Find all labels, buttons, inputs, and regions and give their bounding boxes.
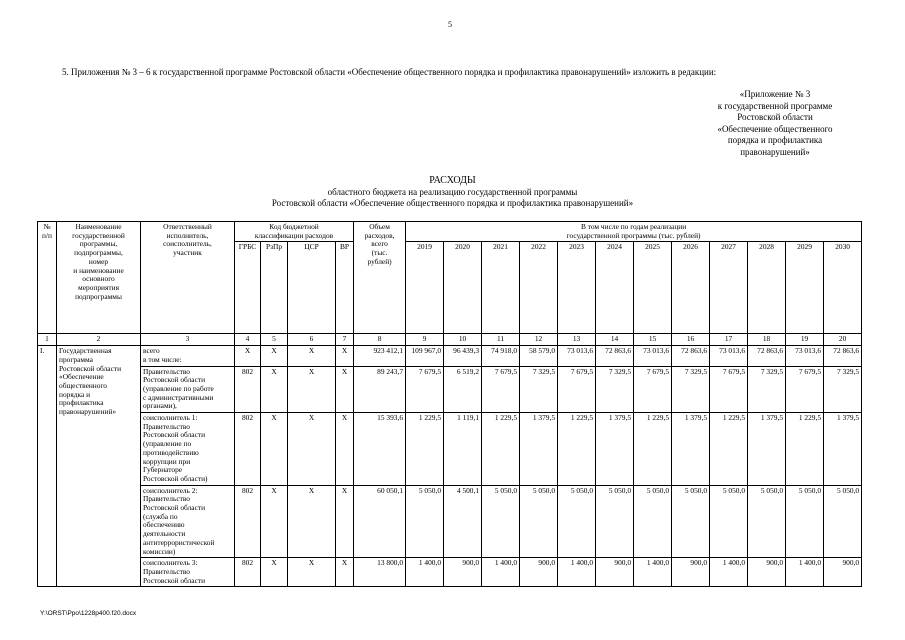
column-number: 7 <box>336 334 354 346</box>
year-value-cell: 1 379,5 <box>672 413 710 486</box>
program-name-line: общественного <box>59 380 107 390</box>
program-name-line: Государственная <box>59 346 112 356</box>
total-cell: 13 800,0 <box>354 558 406 587</box>
grbs-cell: X <box>235 346 261 366</box>
year-value-cell: 1 379,5 <box>596 413 634 486</box>
rzpr-cell: X <box>261 366 288 413</box>
executor-cell-line: всего <box>143 346 160 356</box>
header-code: ГРБС <box>235 242 261 334</box>
year-value-cell: 1 379,5 <box>824 413 862 486</box>
year-value-cell: 73 013,6 <box>786 346 824 366</box>
executor-cell-line: коррупции при <box>143 456 191 466</box>
year-value-cell: 5 050,0 <box>710 485 748 558</box>
year-value-cell: 5 050,0 <box>558 485 596 558</box>
column-number: 4 <box>235 334 261 346</box>
total-cell: 89 243,7 <box>354 366 406 413</box>
executor-cell-line: (управление по <box>143 439 192 449</box>
header-year: 2025 <box>634 242 672 334</box>
year-value-cell: 5 050,0 <box>406 485 444 558</box>
executor-cell <box>141 346 235 366</box>
year-value-cell: 1 229,5 <box>634 413 672 486</box>
header-name-line: программы, <box>79 239 118 249</box>
csr-cell: X <box>288 485 336 558</box>
column-number: 19 <box>786 334 824 346</box>
column-number: 1 <box>38 334 57 346</box>
year-value-cell: 96 439,3 <box>444 346 482 366</box>
table-row <box>38 558 862 587</box>
header-volume-line: рублей) <box>367 256 392 266</box>
table-row <box>38 485 862 558</box>
appendix-note <box>700 89 850 158</box>
year-value-cell: 58 579,0 <box>520 346 558 366</box>
year-value-cell: 72 863,6 <box>596 346 634 366</box>
year-value-cell: 1 400,0 <box>634 558 672 587</box>
vr-cell: X <box>336 346 354 366</box>
table-row <box>38 366 862 413</box>
header-volume <box>354 222 406 334</box>
rzpr-cell: X <box>261 558 288 587</box>
executor-cell-line: антитеррористической <box>143 537 215 547</box>
header-year: 2024 <box>596 242 634 334</box>
title-line: Ростовской области «Обеспечение общественного порядка и профилактика правонарушений» <box>271 198 634 208</box>
column-numbers-row <box>38 334 862 346</box>
year-value-cell: 5 050,0 <box>596 485 634 558</box>
grbs-cell: 802 <box>235 366 261 413</box>
table-row <box>38 346 862 366</box>
column-number: 14 <box>596 334 634 346</box>
header-code-group-line: классификации расходов <box>254 230 334 240</box>
column-number: 12 <box>520 334 558 346</box>
header-year: 2022 <box>520 242 558 334</box>
year-value-cell: 1 229,5 <box>406 413 444 486</box>
rzpr-cell: X <box>261 485 288 558</box>
header-executor-line: исполнитель, <box>166 230 209 240</box>
year-value-cell: 1 119,1 <box>444 413 482 486</box>
header-name-line: мероприятия <box>78 282 119 292</box>
year-value-cell: 1 229,5 <box>558 413 596 486</box>
program-name-line: Ростовской области <box>59 363 122 373</box>
header-name-line: номер <box>88 256 109 266</box>
year-value-cell: 1 229,5 <box>482 413 520 486</box>
year-value-cell: 5 050,0 <box>786 485 824 558</box>
page-number: 5 <box>448 20 452 29</box>
vr-cell: X <box>336 413 354 486</box>
header-code: РзПр <box>261 242 288 334</box>
executor-cell-line: органами), <box>143 401 177 411</box>
vr-cell: X <box>336 558 354 587</box>
year-value-cell: 72 863,6 <box>748 346 786 366</box>
header-year: 2030 <box>824 242 862 334</box>
header-code: ВР <box>336 242 354 334</box>
executor-cell-line: комиссии) <box>143 546 176 556</box>
program-name <box>57 346 141 587</box>
title-line: РАСХОДЫ <box>429 175 476 186</box>
year-value-cell: 7 329,5 <box>596 366 634 413</box>
executor-cell-line: (служба по <box>143 511 178 521</box>
year-value-cell: 7 679,5 <box>710 366 748 413</box>
appendix-line: порядка и профилактика <box>727 135 823 145</box>
table-header-row <box>38 222 862 242</box>
year-value-cell: 73 013,6 <box>634 346 672 366</box>
column-number: 3 <box>141 334 235 346</box>
year-value-cell: 7 329,5 <box>672 366 710 413</box>
program-name-line: «Обеспечение <box>59 372 104 382</box>
header-volume-line: Объем <box>369 222 390 231</box>
grbs-cell: 802 <box>235 558 261 587</box>
program-name-line: порядка и <box>59 389 91 399</box>
appendix-line: к государственной программе <box>717 100 833 111</box>
year-value-cell: 5 050,0 <box>634 485 672 558</box>
total-cell: 60 050,1 <box>354 485 406 558</box>
header-code-group <box>235 222 354 242</box>
file-path-footer: Y:\ORST\Ppo\1228p400.f20.docx <box>40 610 137 617</box>
year-value-cell: 5 050,0 <box>672 485 710 558</box>
header-year: 2019 <box>406 242 444 334</box>
year-value-cell: 1 400,0 <box>482 558 520 587</box>
year-value-cell: 7 329,5 <box>520 366 558 413</box>
column-number: 17 <box>710 334 748 346</box>
column-number: 13 <box>558 334 596 346</box>
executor-cell-line: Ростовской области <box>143 575 206 585</box>
year-value-cell: 7 679,5 <box>786 366 824 413</box>
year-value-cell: 900,0 <box>748 558 786 587</box>
header-name-line: подпрограммы <box>75 291 122 301</box>
column-number: 11 <box>482 334 520 346</box>
year-value-cell: 900,0 <box>444 558 482 587</box>
header-name-line: Наименование <box>75 222 122 231</box>
program-name-line: программа <box>59 354 93 364</box>
header-num-line: № <box>43 222 51 231</box>
executor-cell-line: Ростовской области <box>143 430 206 440</box>
year-value-cell: 5 050,0 <box>824 485 862 558</box>
year-value-cell: 7 679,5 <box>482 366 520 413</box>
header-name-line: основного <box>82 274 115 284</box>
executor-cell-line: с административными <box>143 392 214 402</box>
header-year: 2021 <box>482 242 520 334</box>
year-value-cell: 6 519,2 <box>444 366 482 413</box>
year-value-cell: 7 329,5 <box>824 366 862 413</box>
executor-cell-line: Правительство <box>143 366 190 376</box>
executor-cell-line: Ростовской области <box>143 375 206 385</box>
header-volume-line: всего <box>371 239 388 249</box>
column-number: 8 <box>354 334 406 346</box>
title-line: областного бюджета на реализацию государственной программы <box>327 187 578 197</box>
header-years-group-line: государственной программы (тыс. рублей) <box>566 230 701 240</box>
appendix-line: «Обеспечение общественного <box>717 123 833 134</box>
year-value-cell: 900,0 <box>824 558 862 587</box>
header-year: 2020 <box>444 242 482 334</box>
executor-cell-line: обеспечению <box>143 520 185 530</box>
total-cell: 15 393,6 <box>354 413 406 486</box>
lead-paragraph: 5. Приложения № 3 – 6 к государственной программе Ростовской области «Обеспечение общественного порядка и профилактика правонарушений» изложить в редакции: <box>62 67 717 77</box>
executor-cell-line: противодействию <box>143 447 199 457</box>
executor-cell-line: соисполнитель 2: <box>143 485 198 495</box>
year-value-cell: 72 863,6 <box>824 346 862 366</box>
program-name-line: профилактика <box>59 398 104 408</box>
header-years-group-line: В том числе по годам реализации <box>580 222 687 231</box>
year-value-cell: 1 229,5 <box>786 413 824 486</box>
executor-cell-line: соисполнитель 1: <box>143 413 198 423</box>
rzpr-cell: X <box>261 413 288 486</box>
header-executor-line: участник <box>173 248 202 258</box>
year-value-cell: 7 679,5 <box>558 366 596 413</box>
year-value-cell: 900,0 <box>672 558 710 587</box>
header-executor-line: соисполнитель, <box>163 239 212 249</box>
year-value-cell: 7 329,5 <box>748 366 786 413</box>
header-years-group <box>406 222 862 242</box>
year-value-cell: 7 679,5 <box>406 366 444 413</box>
executor-cell-line: (управление по работе <box>143 383 214 393</box>
executor-cell <box>141 366 235 413</box>
appendix-line: Ростовской области <box>737 112 813 122</box>
header-year: 2029 <box>786 242 824 334</box>
header-code: ЦСР <box>288 242 336 334</box>
executor-cell-line: Правительство <box>143 566 190 576</box>
document-title <box>200 175 705 209</box>
csr-cell: X <box>288 413 336 486</box>
year-value-cell: 74 918,0 <box>482 346 520 366</box>
header-name <box>57 222 141 334</box>
column-number: 10 <box>444 334 482 346</box>
grbs-cell: 802 <box>235 485 261 558</box>
header-num-line: п/п <box>42 230 52 240</box>
year-value-cell: 900,0 <box>520 558 558 587</box>
header-year: 2023 <box>558 242 596 334</box>
table-row <box>38 413 862 486</box>
csr-cell: X <box>288 366 336 413</box>
year-value-cell: 5 050,0 <box>482 485 520 558</box>
header-name-line: подпрограммы, <box>74 248 123 258</box>
rzpr-cell: X <box>261 346 288 366</box>
csr-cell: X <box>288 558 336 587</box>
executor-cell-line: Правительство <box>143 494 190 504</box>
csr-cell: X <box>288 346 336 366</box>
header-name-line: государственной <box>72 230 125 240</box>
executor-cell <box>141 485 235 558</box>
year-value-cell: 900,0 <box>596 558 634 587</box>
header-executor <box>141 222 235 334</box>
header-year: 2026 <box>672 242 710 334</box>
year-value-cell: 1 229,5 <box>710 413 748 486</box>
executor-cell-line: Правительство <box>143 421 190 431</box>
header-year: 2028 <box>748 242 786 334</box>
year-value-cell: 1 379,5 <box>748 413 786 486</box>
executor-cell-line: соисполнитель 3: <box>143 558 198 568</box>
year-value-cell: 109 967,0 <box>406 346 444 366</box>
column-number: 5 <box>261 334 288 346</box>
year-value-cell: 1 400,0 <box>786 558 824 587</box>
year-value-cell: 1 400,0 <box>710 558 748 587</box>
executor-cell-line: Ростовской области) <box>143 473 208 483</box>
header-year: 2027 <box>710 242 748 334</box>
executor-cell-line: Губернаторе <box>143 465 183 475</box>
year-value-cell: 5 050,0 <box>748 485 786 558</box>
year-value-cell: 73 013,6 <box>710 346 748 366</box>
column-number: 9 <box>406 334 444 346</box>
vr-cell: X <box>336 485 354 558</box>
total-cell: 923 412,1 <box>354 346 406 366</box>
program-num: I. <box>38 346 57 587</box>
header-volume-line: (тыс. <box>371 248 388 258</box>
header-code-group-line: Код бюджетной <box>269 222 319 231</box>
year-value-cell: 72 863,6 <box>672 346 710 366</box>
column-number: 16 <box>672 334 710 346</box>
executor-cell-line: Ростовской области <box>143 503 206 513</box>
year-value-cell: 4 500,1 <box>444 485 482 558</box>
year-value-cell: 1 400,0 <box>406 558 444 587</box>
header-volume-line: расходов, <box>364 230 395 240</box>
year-value-cell: 7 679,5 <box>634 366 672 413</box>
header-executor-line: Ответственный <box>163 222 212 231</box>
executor-cell-line: деятельности <box>143 529 186 539</box>
header-num <box>38 222 57 334</box>
header-name-line: и наименование <box>73 265 124 275</box>
grbs-cell: 802 <box>235 413 261 486</box>
vr-cell: X <box>336 366 354 413</box>
year-value-cell: 5 050,0 <box>520 485 558 558</box>
executor-cell <box>141 413 235 486</box>
program-name-line: правонарушений» <box>59 407 117 417</box>
column-number: 15 <box>634 334 672 346</box>
year-value-cell: 1 379,5 <box>520 413 558 486</box>
column-number: 20 <box>824 334 862 346</box>
appendix-line: правонарушений» <box>740 146 810 157</box>
appendix-line: «Приложение № 3 <box>739 89 811 99</box>
year-value-cell: 73 013,6 <box>558 346 596 366</box>
executor-cell <box>141 558 235 587</box>
column-number: 2 <box>57 334 141 346</box>
expenses-table <box>37 221 862 587</box>
executor-cell-line: в том числе: <box>143 354 182 364</box>
column-number: 6 <box>288 334 336 346</box>
column-number: 18 <box>748 334 786 346</box>
year-value-cell: 1 400,0 <box>558 558 596 587</box>
